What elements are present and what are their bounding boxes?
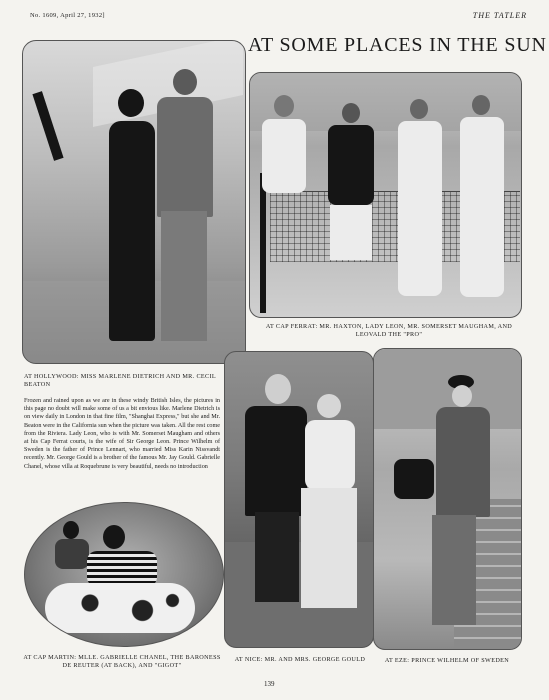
seated-figure bbox=[394, 459, 434, 499]
mrs-gould-skirt bbox=[301, 488, 357, 608]
man-jacket bbox=[157, 97, 213, 217]
photo-cap-martin bbox=[24, 502, 224, 647]
caption-cap-ferrat: AT CAP FERRAT: MR. HAXTON, LADY LEON, MR. SOMERSET MAUGHAM, AND LEOVALD THE "PRO" bbox=[265, 323, 513, 339]
woman-figure bbox=[109, 121, 155, 341]
prince-head bbox=[452, 385, 472, 407]
mr-gould-head bbox=[265, 374, 291, 404]
article-text: Frozen and rained upon as we are in these windy British Isles, the pictures in this page no doubt will make some of us a bit envious like. Marlene Dietrich is on view daily in London in that fine film, "Shanghai Express," but she and Mr. Beaton were in the California sun when the picture was taken. All the rest come from the Riviera. Lady Leon, who is with Mr. Somerset Maugham and others at his Cap Ferrat courts, is the wife of Sir George Leon. Prince Wilhelm of Sweden is the father of Prince Lennart, who married Miss Karin Nissvandt recently. Mr. George Gould is a brother of the famous Mr. Jay Gould. Gabrielle Chanel, whose villa at Roquebrune is very beautiful, needs no introduction bbox=[24, 398, 220, 470]
man-head bbox=[173, 69, 197, 95]
chanel-head bbox=[103, 525, 125, 549]
net-post bbox=[260, 173, 266, 313]
leovald-head bbox=[472, 95, 490, 115]
mr-gould-trousers bbox=[255, 512, 299, 602]
prince-jacket bbox=[436, 407, 490, 517]
haxton-head bbox=[274, 95, 294, 117]
lady-leon-cardigan bbox=[328, 125, 374, 205]
man-trousers bbox=[161, 211, 207, 341]
lady-leon-skirt bbox=[330, 205, 372, 260]
haxton-figure bbox=[262, 119, 306, 193]
prince-trousers bbox=[432, 515, 476, 625]
page-number: 139 bbox=[264, 680, 275, 688]
magazine-name: THE TATLER bbox=[472, 11, 527, 20]
photo-nice bbox=[224, 351, 374, 648]
lady-leon-head bbox=[342, 103, 360, 123]
caption-hollywood: AT HOLLYWOOD: MISS MARLENE DIETRICH AND MR. CECIL BEATON bbox=[24, 373, 216, 389]
photo-cap-ferrat bbox=[249, 72, 522, 318]
issue-line: No. 1609, April 27, 1932] bbox=[30, 12, 105, 19]
mr-gould-jacket bbox=[245, 406, 307, 516]
caption-eze: AT EZE: PRINCE WILHELM OF SWEDEN bbox=[384, 657, 510, 664]
leovald-figure bbox=[460, 117, 504, 297]
woman-raised-arm bbox=[32, 91, 63, 161]
page-headline: AT SOME PLACES IN THE SUN bbox=[248, 34, 547, 56]
chanel-striped-top bbox=[87, 551, 157, 587]
caption-cap-martin: AT CAP MARTIN: MLLE. GABRIELLE CHANEL, THE BARONESS DE REUTER (AT BACK), AND "GIGOT" bbox=[23, 654, 221, 670]
baroness-figure bbox=[55, 539, 89, 569]
photo-eze bbox=[373, 348, 522, 650]
baroness-head bbox=[63, 521, 79, 539]
woman-head bbox=[118, 89, 144, 117]
mrs-gould-blouse bbox=[305, 420, 355, 490]
caption-nice: AT NICE: MR. AND MRS. GEORGE GOULD bbox=[234, 656, 366, 663]
maugham-head bbox=[410, 99, 428, 119]
dog-gigot bbox=[45, 583, 195, 633]
photo-hollywood bbox=[22, 40, 246, 364]
mrs-gould-head bbox=[317, 394, 341, 418]
maugham-figure bbox=[398, 121, 442, 296]
